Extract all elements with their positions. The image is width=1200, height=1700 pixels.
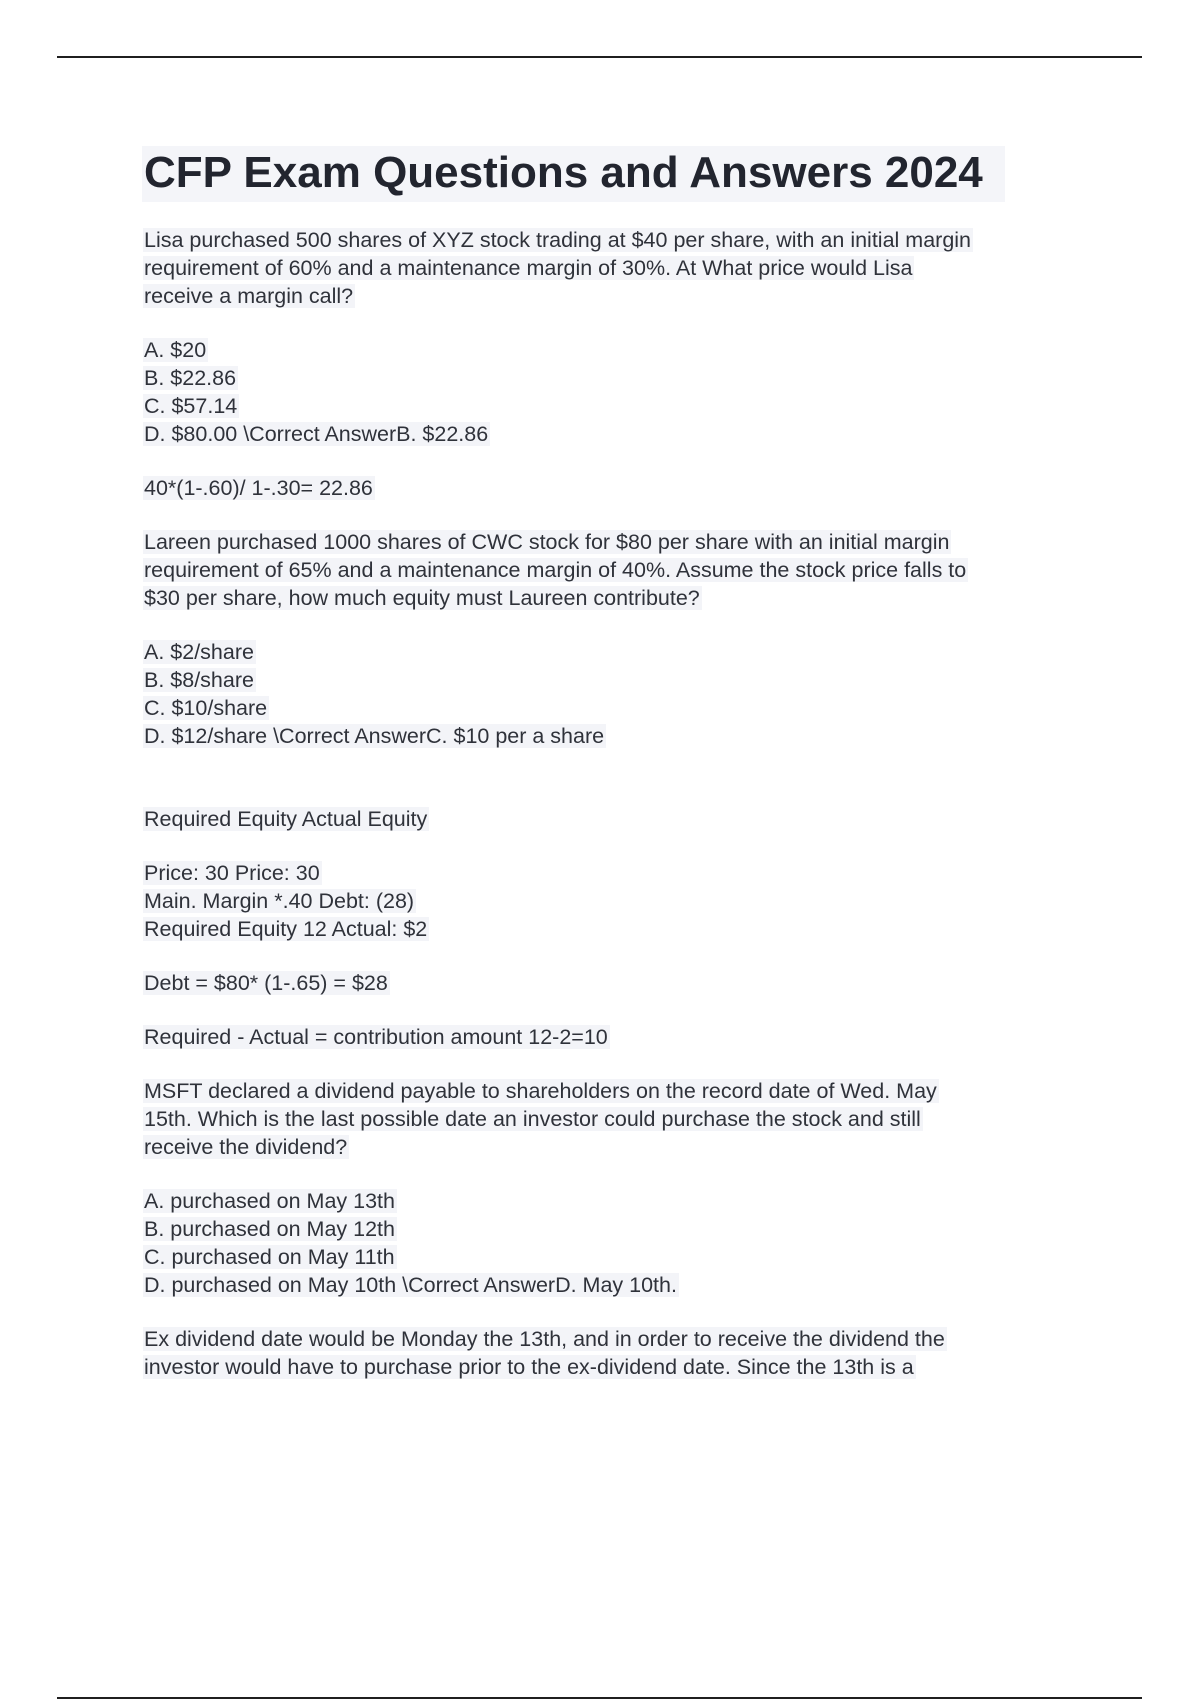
question-line: MSFT declared a dividend payable to shareholders on the record date of Wed. May	[144, 1079, 937, 1103]
option-b: B. $22.86	[144, 366, 237, 390]
explanation-debt: Debt = $80* (1-.65) = $28	[144, 971, 388, 995]
option-c: C. $57.14	[144, 394, 238, 418]
question-1-options	[144, 336, 1104, 448]
question-1-text	[144, 226, 1104, 310]
explanation-table-row: Required Equity 12 Actual: $2	[144, 917, 428, 941]
option-d-with-answer: D. $80.00 \Correct AnswerB. $22.86	[144, 422, 489, 446]
question-1	[144, 226, 1104, 502]
option-b: B. purchased on May 12th	[144, 1217, 395, 1241]
explanation-formula: 40*(1-.60)/ 1-.30= 22.86	[144, 476, 373, 500]
option-a: A. $20	[144, 338, 207, 362]
document-page	[144, 146, 1104, 1381]
option-d-with-answer: D. $12/share \Correct AnswerC. $10 per a share	[144, 724, 605, 748]
question-3	[144, 1077, 1104, 1381]
question-line: 15th. Which is the last possible date an investor could purchase the stock and still	[144, 1107, 921, 1131]
top-page-rule	[57, 56, 1142, 58]
explanation-contribution: Required - Actual = contribution amount 12-2=10	[144, 1025, 608, 1049]
question-1-explanation	[144, 474, 1104, 502]
explanation-line: Ex dividend date would be Monday the 13th, and in order to receive the dividend the	[144, 1327, 945, 1351]
option-b: B. $8/share	[144, 668, 254, 692]
question-2-options	[144, 638, 1104, 750]
option-a: A. purchased on May 13th	[144, 1189, 395, 1213]
explanation-line: investor would have to purchase prior to the ex-dividend date. Since the 13th is a	[144, 1355, 914, 1379]
question-line: Lisa purchased 500 shares of XYZ stock trading at $40 per share, with an initial margin	[144, 228, 972, 252]
question-2	[144, 528, 1104, 1051]
question-line: receive the dividend?	[144, 1135, 348, 1159]
question-line: requirement of 65% and a maintenance margin of 40%. Assume the stock price falls to	[144, 558, 967, 582]
question-line: receive a margin call?	[144, 284, 354, 308]
option-a: A. $2/share	[144, 640, 254, 664]
question-3-options	[144, 1187, 1104, 1299]
explanation-header: Required Equity Actual Equity	[144, 807, 428, 831]
explanation-table-row: Price: 30 Price: 30	[144, 861, 320, 885]
question-3-explanation	[144, 1325, 1104, 1381]
question-line: requirement of 60% and a maintenance margin of 30%. At What price would Lisa	[144, 256, 913, 280]
option-d-with-answer: D. purchased on May 10th \Correct AnswerD. May 10th.	[144, 1273, 677, 1297]
question-line: $30 per share, how much equity must Laureen contribute?	[144, 586, 700, 610]
document-title: CFP Exam Questions and Answers 2024	[142, 146, 1005, 202]
question-2-text	[144, 528, 1104, 612]
bottom-page-rule	[57, 1697, 1142, 1699]
option-c: C. purchased on May 11th	[144, 1245, 395, 1269]
explanation-table-row: Main. Margin *.40 Debt: (28)	[144, 889, 415, 913]
option-c: C. $10/share	[144, 696, 268, 720]
question-3-text	[144, 1077, 1104, 1161]
question-2-explanation	[144, 805, 1104, 1051]
question-line: Lareen purchased 1000 shares of CWC stock for $80 per share with an initial margin	[144, 530, 950, 554]
